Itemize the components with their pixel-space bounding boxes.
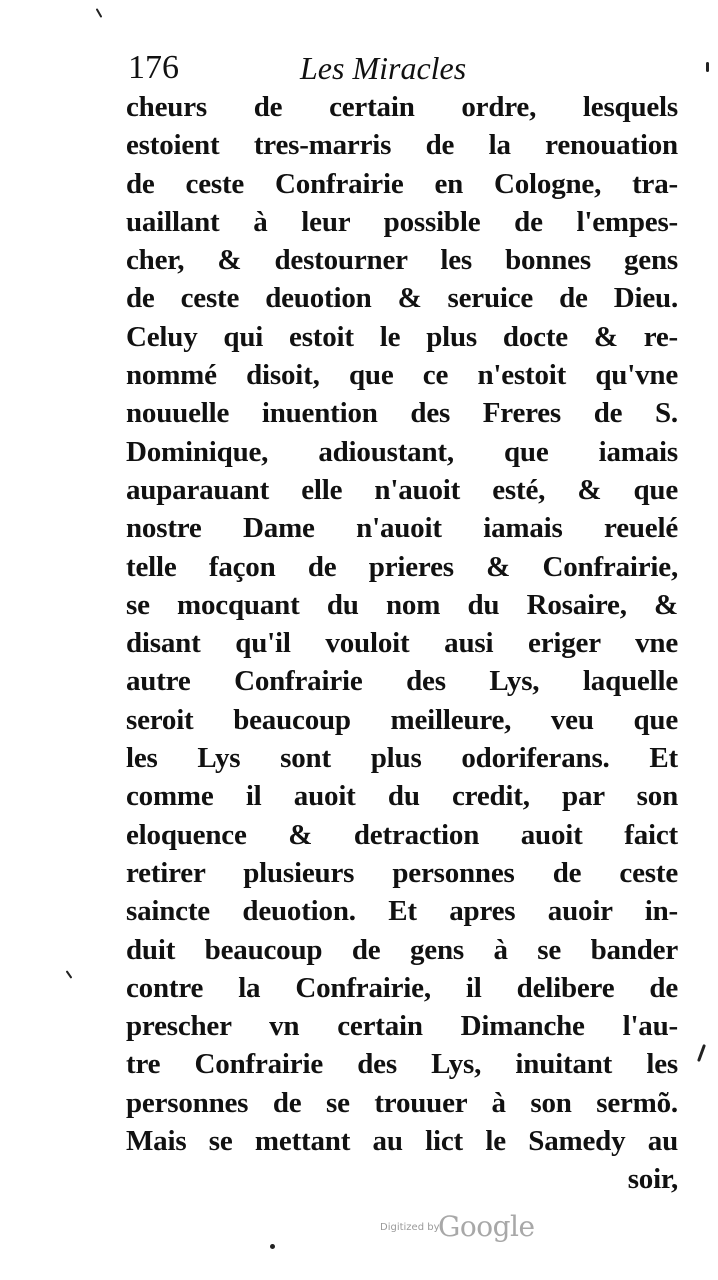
text-line: Dominique, adioustant, que iamais [126, 435, 678, 468]
text-line: de ceste deuotion & seruice de Dieu. [126, 282, 678, 315]
catchword: soir, [627, 1163, 678, 1196]
text-line: duit beaucoup de gens à se bander [126, 933, 678, 966]
text-line: telle façon de prieres & Confrairie, [126, 550, 678, 583]
text-line: tre Confrairie des Lys, inuitant les [126, 1048, 678, 1081]
text-line: contre la Confrairie, il delibere de [126, 971, 678, 1004]
text-line: se mocquant du nom du Rosaire, & [126, 588, 678, 621]
text-line: de ceste Confrairie en Cologne, tra- [126, 167, 678, 200]
text-line: comme il auoit du credit, par son [126, 780, 678, 813]
digitized-watermark [380, 1210, 535, 1244]
page-number: 176 [128, 49, 179, 86]
text-line: autre Confrairie des Lys, laquelle [126, 665, 678, 698]
text-line: nommé disoit, que ce n'estoit qu'vne [126, 359, 678, 392]
text-line: nostre Dame n'auoit iamais reuelé [126, 512, 678, 545]
text-line: eloquence & detraction auoit faict [126, 818, 678, 851]
text-line: uaillant à leur possible de l'empes- [126, 205, 678, 238]
watermark-caption: Digitized by [380, 1222, 440, 1233]
text-line: estoient tres-marris de la renouation [126, 129, 678, 162]
ink-speck [270, 1244, 275, 1249]
ink-speck [96, 8, 103, 18]
text-line: prescher vn certain Dimanche l'au- [126, 1010, 678, 1043]
text-line: Celuy qui estoit le plus docte & re- [126, 320, 678, 353]
ink-speck [706, 62, 709, 72]
text-line: cher, & destourner les bonnes gens [126, 244, 678, 277]
text-line: auparauant elle n'auoit esté, & que [126, 473, 678, 506]
text-line: disant qu'il vouloit ausi eriger vne [126, 627, 678, 660]
ink-speck [66, 970, 73, 979]
text-line: saincte deuotion. Et apres auoir in- [126, 895, 678, 928]
body-text [126, 88, 678, 1199]
page-header [128, 48, 688, 88]
ink-speck [697, 1044, 706, 1062]
text-line: les Lys sont plus odoriferans. Et [126, 742, 678, 775]
google-logo: Google [438, 1210, 535, 1243]
text-line: seroit beaucoup meilleure, veu que [126, 703, 678, 736]
running-title: Les Miracles [300, 50, 467, 86]
text-line: cheurs de certain ordre, lesquels [126, 91, 678, 123]
text-line: retirer plusieurs personnes de ceste [126, 856, 678, 889]
text-line: Mais se mettant au lict le Samedy au [126, 1125, 678, 1158]
text-line: nouuelle inuention des Freres de S. [126, 397, 678, 430]
text-line: personnes de se trouuer à son sermõ. [126, 1086, 678, 1119]
